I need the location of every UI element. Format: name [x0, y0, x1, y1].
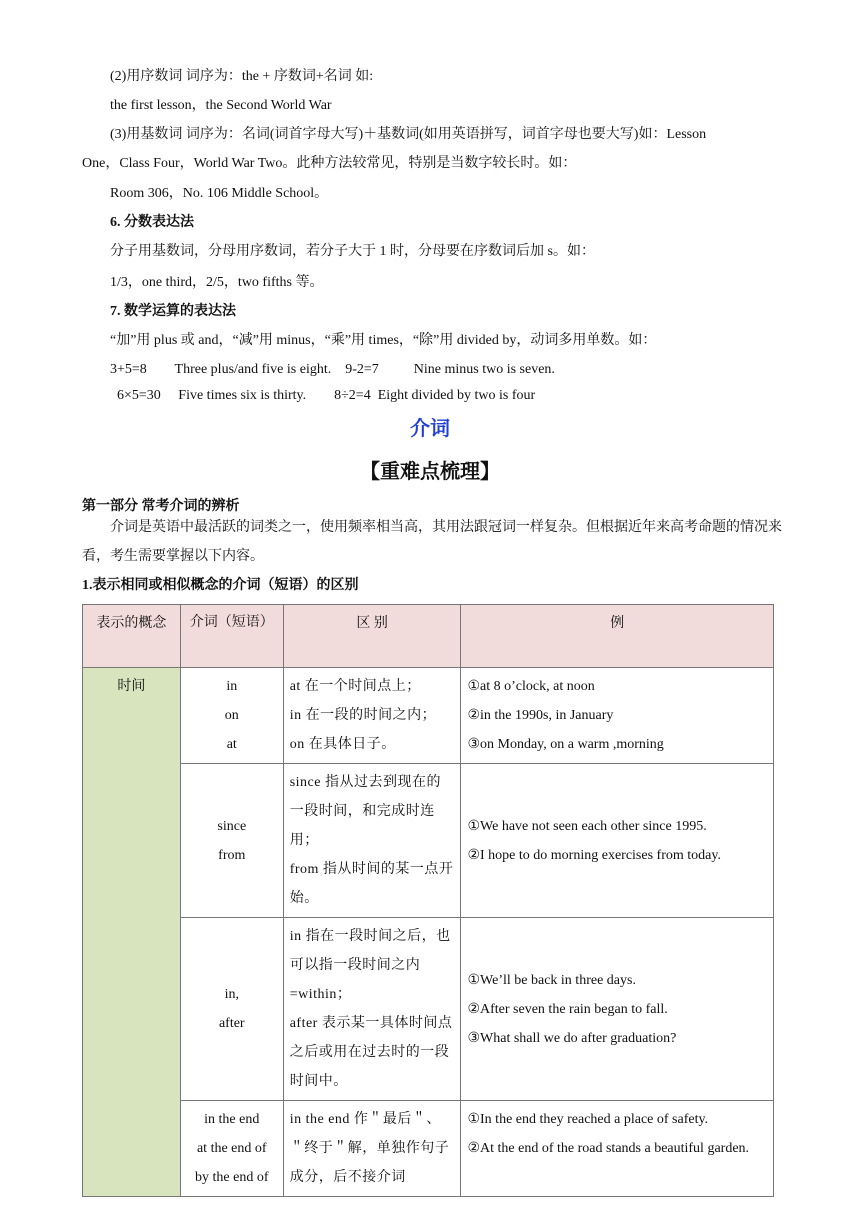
text-line: (3)用基数词 词序为：名词(词首字母大写)＋基数词(如用英语拼写，词首字母也要大写)如：Lesson	[110, 127, 707, 142]
header-preposition: 介词（短语）	[180, 605, 283, 668]
header-example: 例	[461, 605, 774, 668]
table-header-row	[83, 605, 774, 668]
text-line: Room 306，No. 106 Middle School。	[110, 186, 329, 201]
preposition-cell: since from	[180, 764, 283, 918]
example-cell: ①at 8 o’clock, at noon ②in the 1990s, in January ③on Monday, on a warm ,morning	[461, 668, 774, 764]
difference-cell: since 指从过去到现在的一段时间，和完成时连用； from 指从时间的某一点开始。	[283, 764, 461, 918]
text-line: 分子用基数词，分母用序数词，若分子大于 1 时，分母要在序数词后加 s。如：	[110, 244, 595, 259]
example-cell: ①In the end they reached a place of safety. ②At the end of the road stands a beautiful garden.	[461, 1101, 774, 1197]
subheading: 6. 分数表达法	[110, 215, 194, 230]
text-line: 6×5=30 Five times six is thirty. 8÷2=4 Eight divided by two is four	[110, 388, 536, 403]
difference-cell: in the end 作＂最后＂、＂终于＂解，单独作句子成分，后不接介词	[283, 1101, 461, 1197]
text-line: “加”用 plus 或 and，“减”用 minus，“乘”用 times，“除”用 divided by，动词多用单数。如：	[110, 333, 657, 348]
text-line: 3+5=8 Three plus/and five is eight. 9-2=7 Nine minus two is seven.	[110, 362, 555, 377]
table-title: 1.表示相同或相似概念的介词（短语）的区别	[82, 578, 359, 593]
part-title: 第一部分 常考介词的辨析	[82, 499, 240, 514]
example-cell: ①We’ll be back in three days. ②After seven the rain began to fall. ③What shall we do after graduation?	[461, 918, 774, 1101]
text-line: the first lesson，the Second World War	[110, 98, 332, 113]
difference-cell: at 在一个时间点上； in 在一段的时间之内； on 在具体日子。	[283, 668, 461, 764]
table-row	[83, 918, 774, 1101]
preposition-cell: in, after	[180, 918, 283, 1101]
subheading: 7. 数学运算的表达法	[110, 304, 236, 319]
text-line: (2)用序数词 词序为：the + 序数词+名词 如:	[110, 69, 374, 84]
preposition-cell: in on at	[180, 668, 283, 764]
text-line: 1/3，one third，2/5，two fifths 等。	[110, 275, 324, 290]
section-title: 介词	[410, 416, 450, 440]
concept-cell: 时间	[83, 668, 181, 1197]
table-row	[83, 1101, 774, 1197]
difference-cell: in 指在一段时间之后，也可以指一段时间之内=within； after 表示某一具体时间点之后或用在过去时的一段时间中。	[283, 918, 461, 1101]
text-line: One，Class Four，World War Two。此种方法较常见，特别是当数字较长时。如：	[82, 156, 577, 171]
intro-paragraph: 介词是英语中最活跃的词类之一，使用频率相当高，其用法跟冠词一样复杂。但根据近年来高考命题的情况来看，考生需要掌握以下内容。	[82, 520, 782, 564]
preposition-table	[82, 604, 774, 1197]
example-cell: ①We have not seen each other since 1995. ②I hope to do morning exercises from today.	[461, 764, 774, 918]
table-row	[83, 764, 774, 918]
preposition-cell: in the end at the end of by the end of	[180, 1101, 283, 1197]
main-heading: 【重难点梳理】	[360, 459, 500, 483]
table-row	[83, 668, 774, 764]
header-difference: 区 别	[283, 605, 461, 668]
header-concept: 表示的概念	[83, 605, 181, 668]
